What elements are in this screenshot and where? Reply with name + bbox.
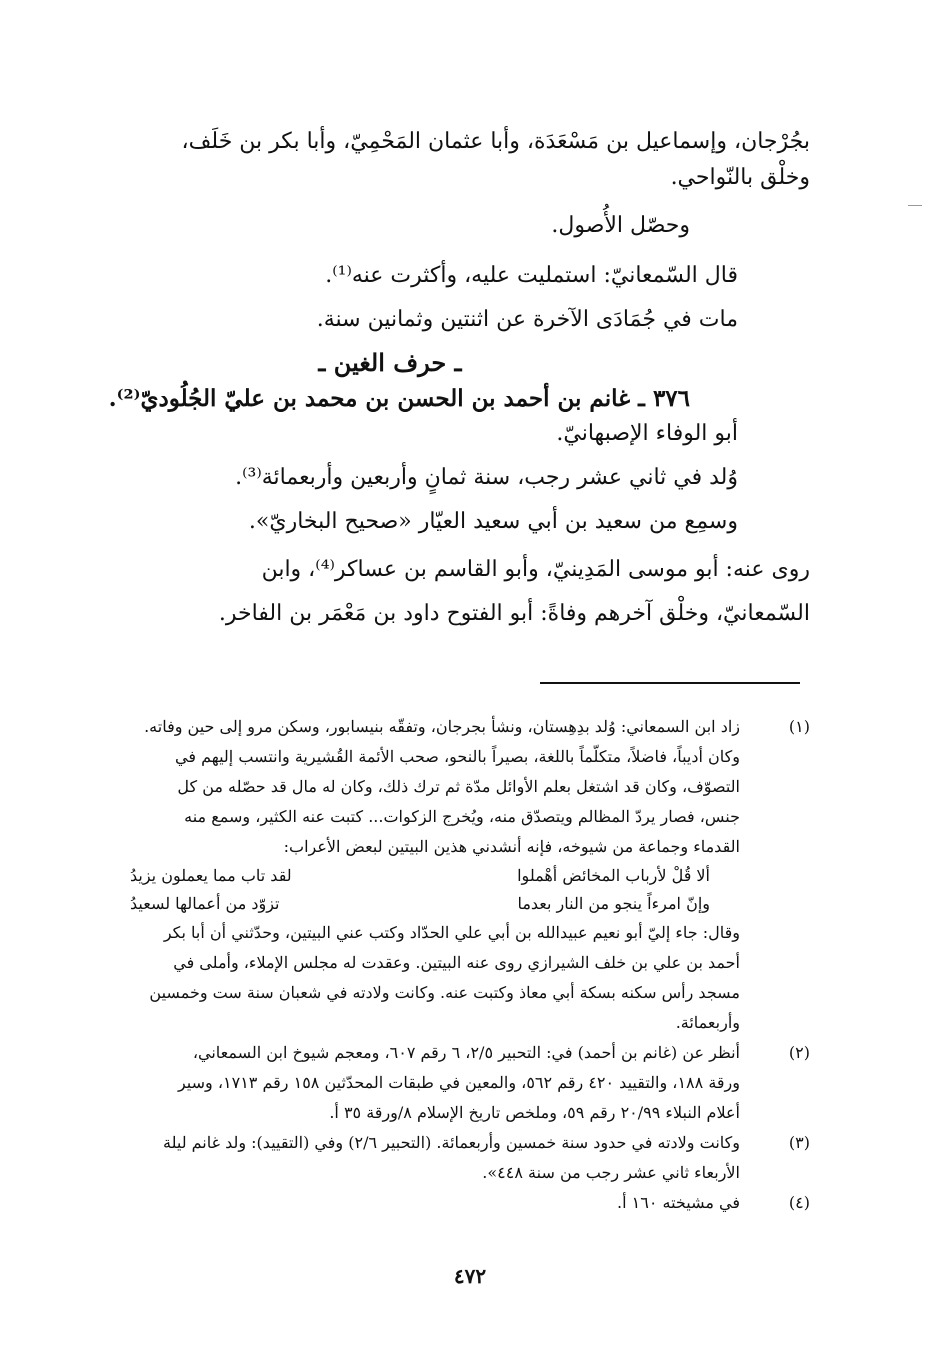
poem-verse [90, 862, 740, 890]
verse-first-half: ألا قُلْ لأرباب المخائض أهْملوا [517, 866, 710, 885]
footnote-line: القدماء وجماعة من شيوخه، فإنه أنشدني هذين البيتين لبعض الأعراب: [283, 837, 740, 856]
footnote-3 [90, 1128, 810, 1188]
text-line: أبو الوفاء الإصبهانيّ. [556, 421, 738, 446]
text-line: وُلد في ثاني عشر رجب، سنة ثمانٍ وأربعين وأربعمائة⁽³⁾. [235, 465, 738, 490]
footnote-line: أحمد بن علي بن خلف الشيرازي روى عنه البيتين. وعقدت له مجلس الإملاء، وأملى في [173, 953, 740, 972]
footnote-line: جنس، فصار يردّ المظالم ويتصدّق منه، ويُخرج الزكوات... كتبت عنه الكثير، وسمع منه [184, 807, 740, 826]
footnote-line: وكان أديباً، فاضلاً، متكلّماً باللغة، بصيراً بالنحو، صحب الأئمة القُشيرية وانتسب إليهم في [175, 747, 740, 766]
verse-second-half: لقد تاب مما يعملون يزيدُ [130, 866, 292, 885]
text-line: وخلْق بالنّواحي. [670, 165, 810, 190]
text-line: السّمعانيّ، وخلْق آخرهم وفاةً: أبو الفتوح داود بن مَعْمَر بن الفاخر. [218, 601, 810, 626]
footnote-number: (١) [788, 717, 810, 736]
page-number: ٤٧٢ [453, 1264, 487, 1288]
footnote-separator [540, 682, 800, 684]
footnote-1 [90, 712, 810, 1038]
footnote-line: زاد ابن السمعاني: وُلد بدِهِستان، ونشأ بجرجان، وتفقّه بنيسابور، وسكن مرو إلى حين وفاته. [144, 717, 740, 736]
footnotes [90, 712, 810, 1218]
footnote-line: وكانت ولادته في حدود سنة خمسين وأربعمائة. (التحبير ٢/٦) وفي (التقييد): ولد غانم ليلة [162, 1133, 740, 1152]
footnote-line: وقال: جاء إليّ أبو نعيم عبيدالله بن أبي علي الحدّاد وكتب عني البيتين، وحدّثني أن أبا بكر [163, 923, 740, 942]
footnote-line: أنظر عن (غانم بن أحمد) في: التحبير ٢/٥، ٦ رقم ٦٠٧، ومعجم شيوخ ابن السمعاني، [192, 1043, 740, 1062]
text-line: بجُرْجان، وإسماعيل بن مَسْعَدَة، وأبا عثمان المَحْمِيّ، وأبا بكر بن خَلَف، [181, 129, 810, 154]
footnote-number: (٣) [788, 1133, 810, 1152]
footnote-4 [90, 1188, 810, 1218]
text-line: وسمِع من سعيد بن أبي سعيد العيّار «صحيح البخاريّ». [248, 509, 738, 534]
footnote-line: الأربعاء ثاني عشر رجب من سنة ٤٤٨». [482, 1163, 740, 1182]
poem-verse [90, 890, 740, 918]
footnote-line: مسجد رأس سكنه بسكة أبي معاذ وكتبت عنه. وكانت ولادته في شعبان سنة ست وخمسين [149, 983, 740, 1002]
footnote-line: ورقة ١٨٨، والتقييد ٤٢٠ رقم ٥٦٢، والمعين في طبقات المحدّثين ١٥٨ رقم ١٧١٣، وسير [177, 1073, 740, 1092]
footnote-line: في مشيخته ١٦٠ أ. [617, 1193, 740, 1212]
footnote-number: (٤) [788, 1193, 810, 1212]
footnote-number: (٢) [788, 1043, 810, 1062]
text-line: روى عنه: أبو موسى المَدِينيّ، وأبو القاسم بن عساكر⁽⁴⁾، وابن [261, 557, 810, 582]
text-line: قال السّمعانيّ: استمليت عليه، وأكثرت عنه⁽¹⁾. [325, 263, 738, 288]
section-heading: ـ حرف الغين ـ [318, 348, 462, 377]
verse-second-half: تزوّد من أعمالها لسعيدُ [130, 894, 280, 913]
text-line: مات في جُمَادَى الآخرة عن اثنتين وثمانين سنة. [316, 307, 738, 332]
entry-title: ٣٧٦ ـ غانم بن أحمد بن الحسن بن محمد بن عليّ الجُلُوديّ⁽²⁾. [108, 385, 690, 412]
footnote-line: وأربعمائة. [675, 1013, 740, 1032]
text-line: وحصّل الأُصول. [551, 213, 690, 238]
main-text [90, 120, 810, 636]
footnote-line: أعلام النبلاء ٢٠/٩٩ رقم ٥٩، وملخص تاريخ الإسلام ٨/ورقة ٣٥ أ. [329, 1103, 740, 1122]
margin-mark [908, 205, 922, 206]
footnote-line: التصوّف، وكان قد اشتغل بعلم الأوائل مدّة ثم ترك ذلك، وكان له مال قد حصّله من كل [177, 777, 740, 796]
footnote-2 [90, 1038, 810, 1128]
verse-first-half: وإنّ امرءاً ينجو من النار بعدما [517, 894, 710, 913]
